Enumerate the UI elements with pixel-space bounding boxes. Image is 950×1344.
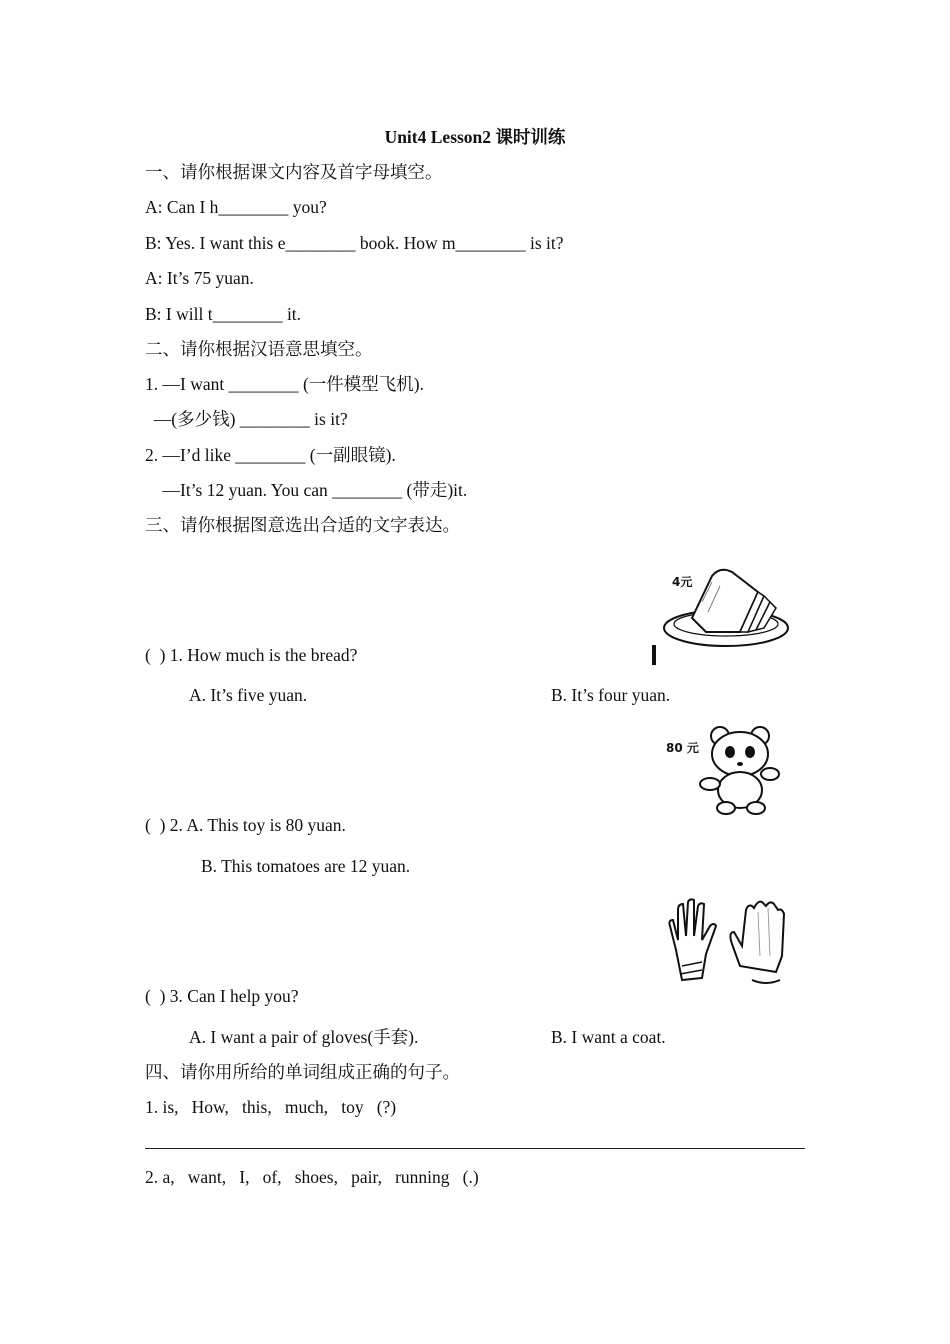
section1-line-4: B: I will t________ it. <box>145 304 302 324</box>
q1-option-a: A. It’s five yuan. <box>189 685 308 705</box>
section4-heading: 四、请你用所给的单词组成正确的句子。 <box>145 1062 460 1082</box>
q1-question: ( ) 1. How much is the bread? <box>145 645 358 665</box>
panda-toy-picture <box>662 724 792 816</box>
section1-line-3: A: It’s 75 yuan. <box>145 268 254 288</box>
section1-line-1: A: Can I h________ you? <box>145 197 327 217</box>
q1-option-b: B. It’s four yuan. <box>551 685 671 705</box>
page-title: Unit4 Lesson2 课时训练 <box>384 127 566 147</box>
bread-price-label: 4元 <box>672 575 693 589</box>
section3-heading: 三、请你根据图意选出合适的文字表达。 <box>145 515 460 535</box>
section4-q2: 2. a, want, I, of, shoes, pair, running (.) <box>145 1167 479 1187</box>
section2-line-3: 2. —I’d like ________ (一副眼镜). <box>145 445 396 465</box>
section2-heading: 二、请你根据汉语意思填空。 <box>145 339 373 359</box>
q3-option-b: B. I want a coat. <box>551 1027 666 1047</box>
vertical-mark <box>652 645 656 665</box>
section2-line-4: —It’s 12 yuan. You can ________ (带走)it. <box>145 480 468 500</box>
section2-line-1: 1. —I want ________ (一件模型飞机). <box>145 374 424 394</box>
section1-heading: 一、请你根据课文内容及首字母填空。 <box>145 162 443 182</box>
panda-price-label: 80 元 <box>666 741 699 755</box>
q2-option-b: B. This tomatoes are 12 yuan. <box>201 856 411 876</box>
gloves-picture <box>662 896 792 988</box>
q3-option-a: A. I want a pair of gloves(手套). <box>189 1027 419 1047</box>
bread-picture <box>662 562 794 652</box>
section2-line-2: —(多少钱) ________ is it? <box>145 409 348 429</box>
answer-line <box>145 1148 805 1149</box>
q3-question: ( ) 3. Can I help you? <box>145 986 299 1006</box>
section4-q1: 1. is, How, this, much, toy (?) <box>145 1097 397 1117</box>
q2-question: ( ) 2. A. This toy is 80 yuan. <box>145 815 346 835</box>
section1-line-2: B: Yes. I want this e________ book. How m________ is it? <box>145 233 564 253</box>
